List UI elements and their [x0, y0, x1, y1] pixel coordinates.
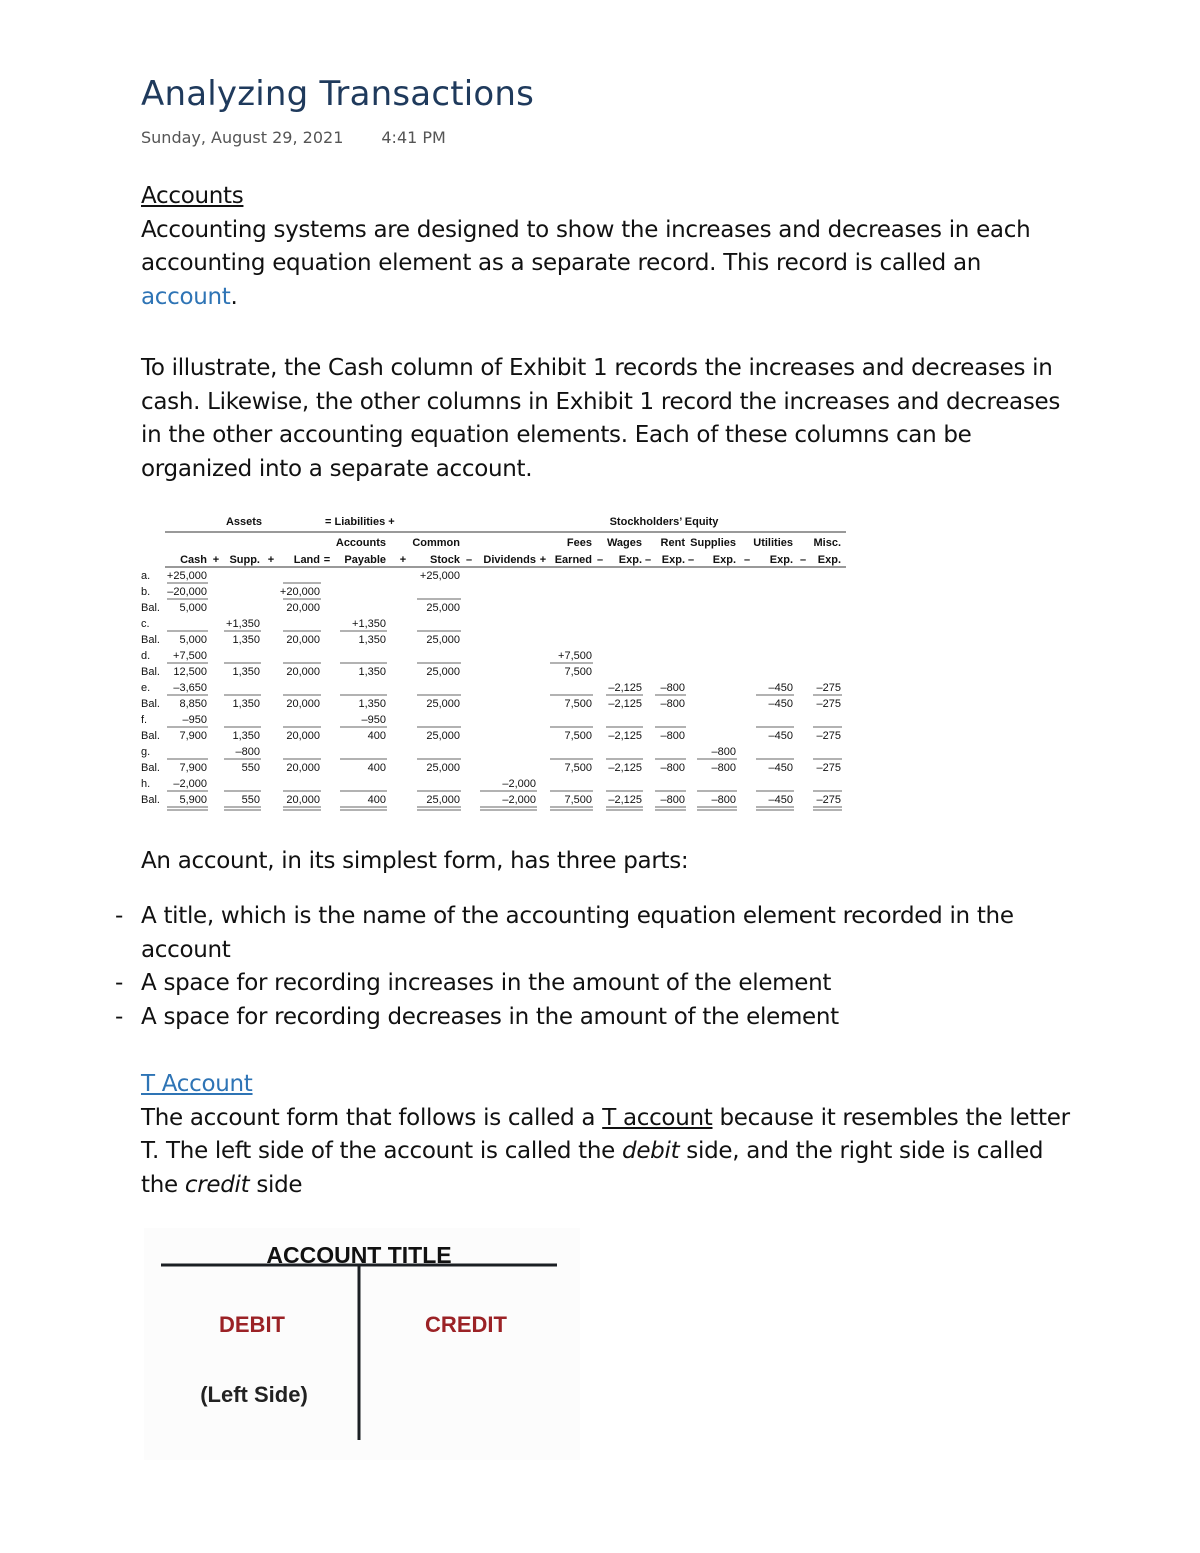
table-cell: 7,900: [179, 762, 207, 774]
accounts-text-end: .: [230, 283, 238, 310]
table-cell: 7,900: [179, 730, 207, 742]
t-account-title: ACCOUNT TITLE: [266, 1242, 452, 1268]
row-label: Bal.: [141, 666, 160, 678]
column-header-bottom: Exp.: [817, 554, 841, 566]
debit-word: debit: [622, 1138, 680, 1164]
table-cell: –2,000: [502, 778, 536, 790]
column-header-bottom: Dividends: [483, 554, 536, 566]
table-cell: 5,000: [179, 634, 207, 646]
column-header-bottom: Exp.: [769, 554, 793, 566]
table-cell: 1,350: [232, 730, 260, 742]
table-cell: –800: [235, 746, 260, 758]
table-cell: 20,000: [286, 794, 320, 806]
t-account-text-2: because it resembles the letter T. The left side of the account is called the: [141, 1104, 1070, 1164]
t-account-underlined: T account: [602, 1104, 713, 1131]
table-cell: 7,500: [564, 762, 592, 774]
list-item: [110, 1001, 1041, 1035]
row-label: a.: [141, 570, 151, 582]
table-cell: 8,850: [179, 698, 207, 710]
table-cell: 400: [367, 762, 386, 774]
column-header-bottom: Exp.: [618, 554, 642, 566]
credit-word: credit: [184, 1171, 250, 1198]
table-cell: –275: [816, 730, 841, 742]
table-cell: 1,350: [358, 698, 386, 710]
table-cell: –450: [768, 762, 793, 774]
bullet-dash: -: [115, 970, 123, 996]
table-cell: –2,125: [608, 730, 642, 742]
table-cell: –450: [768, 730, 793, 742]
accounts-text: Accounting systems are designed to show the increases and decreases in each accounting equation element as a separate record. This record is called an: [141, 216, 1031, 276]
table-cell: 1,350: [358, 666, 386, 678]
table-cell: 20,000: [286, 698, 320, 710]
part-text: A space for recording decreases in the amount of the element: [141, 1003, 839, 1030]
table-cell: –950: [361, 714, 386, 726]
liabilities-header: = Liabilities +: [325, 516, 395, 528]
table-cell: 7,500: [564, 730, 592, 742]
row-label: Bal.: [141, 602, 160, 614]
table-cell: +20,000: [279, 586, 320, 598]
t-account-paragraph: [141, 1102, 1081, 1203]
account-link[interactable]: account: [141, 283, 231, 310]
table-cell: –800: [660, 730, 685, 742]
table-cell: –950: [182, 714, 207, 726]
table-cell: 400: [367, 730, 386, 742]
credit-label: CREDIT: [425, 1312, 507, 1337]
row-label: b.: [141, 586, 151, 598]
table-cell: 20,000: [286, 634, 320, 646]
row-label: e.: [141, 682, 151, 694]
table-cell: +25,000: [166, 570, 207, 582]
t-account-figure: [144, 1228, 580, 1460]
column-header-top: Fees: [566, 537, 592, 549]
table-cell: 25,000: [426, 730, 460, 742]
column-operator: +: [539, 554, 547, 566]
table-cell: –2,125: [608, 794, 642, 806]
table-cell: 25,000: [426, 762, 460, 774]
table-cell: –3,650: [173, 682, 207, 694]
table-cell: –2,125: [608, 698, 642, 710]
accounts-paragraph: [141, 214, 1081, 315]
row-label: g.: [141, 746, 151, 758]
table-cell: 550: [241, 762, 260, 774]
table-cell: 20,000: [286, 602, 320, 614]
table-cell: –800: [660, 762, 685, 774]
illustrate-paragraph: To illustrate, the Cash column of Exhibit 1 records the increases and decreases in cash. Likewise, the other columns in Exhibit 1 record the increases and decreases in the other accounting equation elements. Each of these columns can be organized into a separate account.: [141, 355, 1061, 482]
table-cell: –450: [768, 794, 793, 806]
page-date: Sunday, August 29, 2021: [141, 128, 344, 147]
assets-header: Assets: [225, 516, 263, 528]
table-cell: –2,000: [173, 778, 207, 790]
table-cell: –800: [660, 682, 685, 694]
table-cell: +7,500: [558, 650, 592, 662]
row-label: c.: [141, 618, 150, 630]
t-account-heading[interactable]: T Account: [141, 1071, 253, 1097]
table-cell: 5,000: [179, 602, 207, 614]
list-item: [110, 900, 1041, 967]
table-cell: 1,350: [358, 634, 386, 646]
table-cell: –2,125: [608, 682, 642, 694]
part-text: A space for recording increases in the amount of the element: [141, 970, 832, 996]
table-cell: 1,350: [232, 634, 260, 646]
table-cell: –2,000: [502, 794, 536, 806]
table-cell: 20,000: [286, 762, 320, 774]
row-label: f.: [141, 714, 148, 726]
column-header-bottom: Land: [293, 554, 320, 566]
left-side-label: (Left Side): [200, 1382, 308, 1407]
page-timestamp: [141, 128, 446, 147]
table-cell: –800: [660, 698, 685, 710]
table-cell: +1,350: [226, 618, 260, 630]
debit-label: DEBIT: [219, 1312, 285, 1337]
t-account-svg: [144, 1228, 580, 1460]
table-cell: –450: [768, 698, 793, 710]
column-operator: –: [799, 554, 807, 566]
column-operator: –: [687, 554, 695, 566]
table-cell: +25,000: [419, 570, 460, 582]
column-operator: –: [743, 554, 751, 566]
table-cell: +7,500: [173, 650, 207, 662]
t-account-text-4: side: [249, 1171, 303, 1198]
column-header-bottom: Supp.: [229, 554, 260, 566]
table-cell: –275: [816, 794, 841, 806]
row-label: Bal.: [141, 730, 160, 742]
t-account-text-1: The account form that follows is called a: [141, 1104, 603, 1131]
table-cell: –2,125: [608, 762, 642, 774]
column-operator: –: [644, 554, 652, 566]
table-cell: –275: [816, 682, 841, 694]
table-cell: 20,000: [286, 730, 320, 742]
exhibit-1-table: [140, 511, 850, 811]
column-operator: =: [323, 554, 331, 566]
table-cell: 7,500: [564, 666, 592, 678]
column-header-top: Misc.: [813, 537, 841, 549]
table-cell: 1,350: [232, 698, 260, 710]
table-cell: 7,500: [564, 794, 592, 806]
column-header-bottom: Earned: [554, 554, 592, 566]
page-time: 4:41 PM: [381, 128, 446, 147]
column-header-bottom: Exp.: [712, 554, 736, 566]
row-label: Bal.: [141, 634, 160, 646]
page-title: Analyzing Transactions: [141, 74, 535, 114]
column-operator: +: [212, 554, 220, 566]
table-cell: 1,350: [232, 666, 260, 678]
column-header-bottom: Stock: [430, 554, 460, 566]
table-cell: –800: [711, 794, 736, 806]
row-label: Bal.: [141, 762, 160, 774]
table-cell: 550: [241, 794, 260, 806]
accounts-heading: Accounts: [141, 183, 244, 209]
list-item: [110, 967, 1041, 1001]
column-header-bottom: Cash: [180, 554, 207, 566]
t-account-text-3: side, and the right side is called the: [141, 1138, 1044, 1198]
table-cell: –20,000: [167, 586, 207, 598]
row-label: h.: [141, 778, 151, 790]
column-operator: –: [465, 554, 473, 566]
column-header-top: Utilities: [753, 537, 793, 549]
table-cell: –275: [816, 698, 841, 710]
table-cell: 25,000: [426, 602, 460, 614]
column-operator: –: [596, 554, 604, 566]
table-cell: –275: [816, 762, 841, 774]
bullet-dash: -: [115, 903, 123, 929]
table-cell: 25,000: [426, 698, 460, 710]
parts-intro: An account, in its simplest form, has three parts:: [141, 848, 689, 874]
table-cell: 25,000: [426, 666, 460, 678]
column-header-top: Wages: [606, 537, 642, 549]
column-header-top: Common: [412, 537, 460, 549]
table-cell: +1,350: [352, 618, 386, 630]
table-cell: –450: [768, 682, 793, 694]
table-cell: 5,900: [179, 794, 207, 806]
column-operator: +: [267, 554, 275, 566]
column-header-top: Accounts: [335, 537, 386, 549]
column-header-bottom: Exp.: [661, 554, 685, 566]
exhibit-1-svg: [140, 511, 850, 811]
table-cell: 20,000: [286, 666, 320, 678]
parts-list: [110, 900, 1041, 1034]
column-operator: +: [399, 554, 407, 566]
table-cell: 400: [367, 794, 386, 806]
table-cell: –800: [711, 746, 736, 758]
column-header-bottom: Payable: [344, 554, 386, 566]
column-header-top: Supplies: [690, 537, 736, 549]
table-cell: 12,500: [173, 666, 207, 678]
row-label: d.: [141, 650, 151, 662]
t-account-section: [141, 1068, 1081, 1202]
table-cell: –800: [660, 794, 685, 806]
part-text: A title, which is the name of the accounting equation element recorded in the account: [141, 903, 1014, 963]
bullet-dash: -: [115, 1003, 123, 1030]
table-cell: –800: [711, 762, 736, 774]
equity-header: Stockholders’ Equity: [609, 516, 719, 528]
table-cell: 25,000: [426, 794, 460, 806]
column-header-top: Rent: [660, 537, 685, 549]
row-label: Bal.: [141, 794, 160, 806]
table-cell: 7,500: [564, 698, 592, 710]
accounts-section: [141, 180, 1081, 314]
table-cell: 25,000: [426, 634, 460, 646]
row-label: Bal.: [141, 698, 160, 710]
